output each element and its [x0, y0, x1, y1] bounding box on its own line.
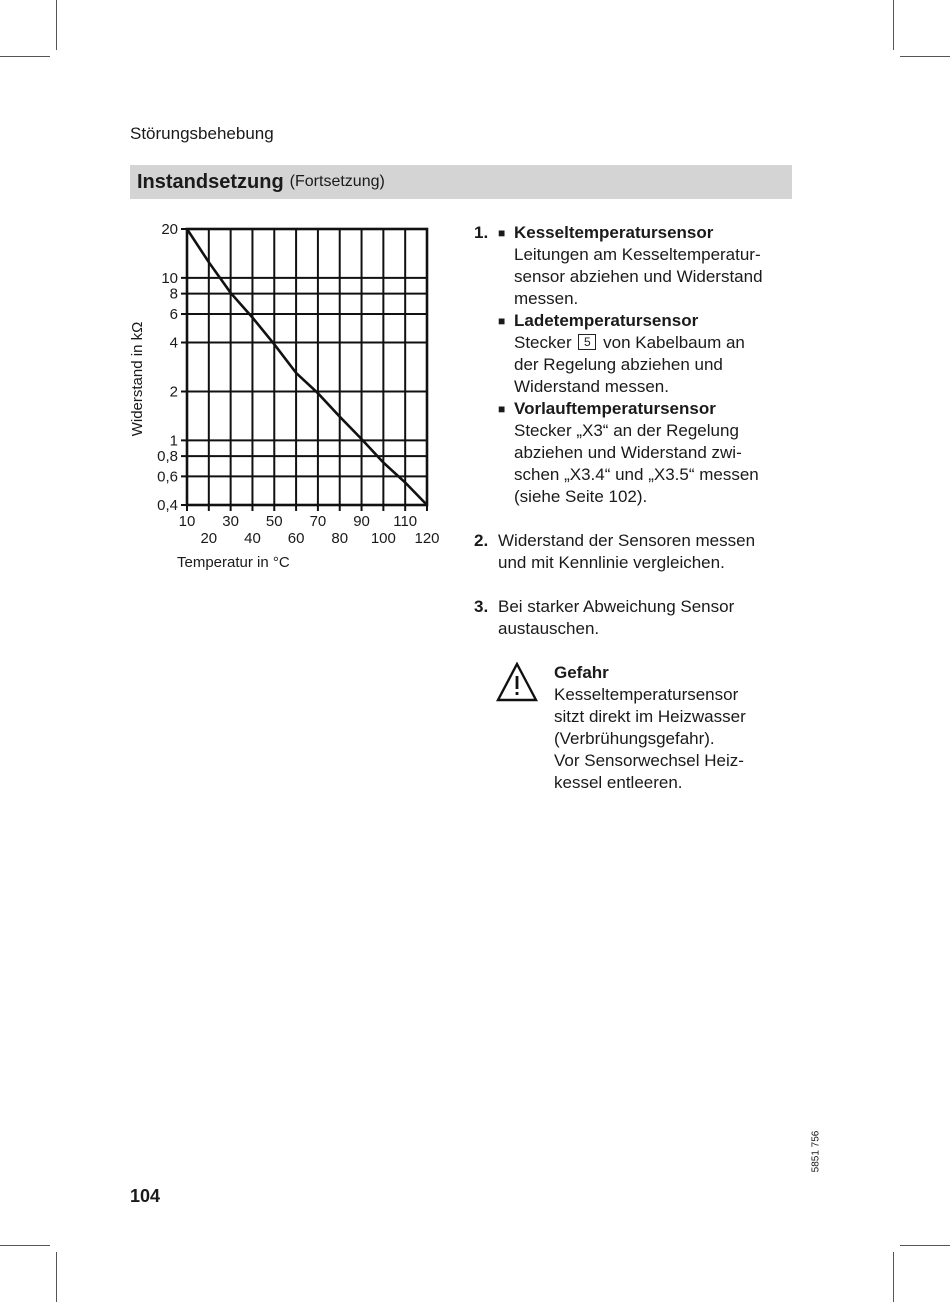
chart-y-tick-label: 8 — [169, 285, 178, 303]
list-item — [498, 310, 814, 398]
item-text: Widerstand messen. — [514, 377, 669, 396]
item-text: (siehe Seite 102). — [514, 487, 648, 506]
warning-text: Vor Sensorwechsel Heiz- — [554, 751, 744, 770]
warning-text: (Verbrühungsgefahr). — [554, 729, 715, 748]
document-number: 5851 756 — [810, 1130, 822, 1173]
chart-xlabel: Temperatur in °C — [177, 554, 290, 571]
header-bar — [130, 165, 792, 199]
step-text: Bei starker Abweichung Sensor — [498, 597, 735, 616]
chart-x-tick-label: 10 — [178, 513, 196, 530]
section-title: Störungsbehebung — [130, 124, 274, 143]
page-number: 104 — [130, 1186, 161, 1206]
chart-y-tick-label: 1 — [169, 432, 178, 450]
chart-x-tick-label: 90 — [353, 513, 370, 530]
item-text: von Kabelbaum an — [603, 333, 745, 352]
chart-x-tick-label: 50 — [265, 513, 283, 530]
chart-x-tick-label: 110 — [393, 513, 418, 530]
chart-x-tick-label: 30 — [222, 513, 239, 530]
crop-mark — [0, 56, 50, 57]
chart-frame — [187, 229, 427, 505]
square-bullet-icon: ■ — [498, 314, 506, 328]
warning-text: sitzt direkt im Heizwasser — [554, 707, 746, 726]
step-2 — [474, 530, 814, 574]
chart-x-tick-label: 80 — [331, 530, 349, 547]
item-text: sensor abziehen und Widerstand — [514, 267, 763, 286]
crop-mark — [900, 1245, 950, 1246]
chart-y-tick-label: 2 — [169, 383, 178, 401]
crop-mark — [56, 1252, 57, 1302]
page-title: Instandsetzung — [137, 170, 284, 193]
chart-series-line — [187, 229, 427, 505]
step-1 — [474, 222, 814, 508]
resistance-chart — [120, 210, 450, 580]
item-text: abziehen und Widerstand zwi- — [514, 443, 742, 462]
chart-x-tick-label: 120 — [414, 530, 440, 547]
page-subtitle: (Fortsetzung) — [289, 173, 385, 190]
square-bullet-icon: ■ — [498, 226, 506, 240]
list-item — [498, 398, 814, 508]
crop-mark — [893, 1252, 894, 1302]
chart-y-tick-label: 4 — [169, 334, 178, 352]
step-number: 1. — [474, 223, 489, 242]
item-title: Kesseltemperatursensor — [514, 223, 714, 242]
crop-mark — [900, 56, 950, 57]
warning-text: kessel entleeren. — [554, 773, 683, 792]
chart-y-tick-label: 10 — [161, 269, 178, 287]
instruction-steps — [474, 222, 814, 640]
chart-x-tick-label: 40 — [244, 530, 261, 547]
chart-x-tick-label: 20 — [200, 530, 218, 547]
item-text: der Regelung abziehen und — [514, 355, 723, 374]
item-text: schen „X3.4“ und „X3.5“ messen — [514, 465, 759, 484]
crop-mark — [56, 0, 57, 50]
crop-mark — [893, 0, 894, 50]
step-text: und mit Kennlinie vergleichen. — [498, 553, 725, 572]
chart-x-tick-label: 70 — [309, 513, 327, 530]
connector-number-badge: 5 — [578, 334, 596, 350]
chart-ylabel: Widerstand in kΩ — [129, 321, 146, 437]
step-3 — [474, 596, 814, 640]
step-number: 3. — [474, 597, 489, 616]
item-text: Stecker „X3“ an der Regelung — [514, 421, 739, 440]
warning-triangle-icon — [496, 662, 538, 702]
item-text: Stecker — [514, 333, 572, 352]
chart-y-tick-label: 20 — [161, 221, 178, 238]
step-number: 2. — [474, 531, 489, 550]
chart-y-tick-label: 0,6 — [157, 468, 178, 486]
item-title: Vorlauftemperatursensor — [514, 399, 716, 418]
chart-y-tick-label: 0,4 — [157, 497, 178, 514]
chart-y-tick-label: 0,8 — [157, 448, 178, 466]
item-text: messen. — [514, 289, 579, 308]
chart-x-tick-label: 100 — [370, 530, 396, 547]
crop-mark — [0, 1245, 50, 1246]
warning-title: Gefahr — [554, 663, 609, 682]
chart-y-tick-label: 6 — [169, 305, 178, 323]
item-title: Ladetemperatursensor — [514, 311, 699, 330]
square-bullet-icon: ■ — [498, 402, 506, 416]
warning-text: Kesseltemperatursensor — [554, 685, 739, 704]
chart-ticks — [157, 221, 439, 547]
item-text: Leitungen am Kesseltemperatur- — [514, 245, 761, 264]
step-text: Widerstand der Sensoren messen — [498, 531, 756, 550]
step-text: austauschen. — [498, 619, 600, 638]
list-item — [498, 222, 814, 310]
chart-x-tick-label: 60 — [287, 530, 305, 547]
